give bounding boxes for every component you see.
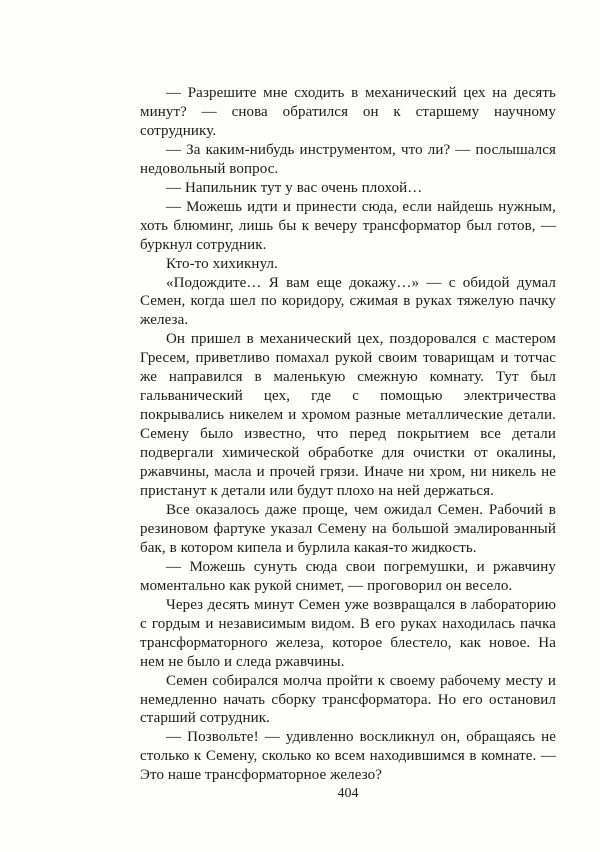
paragraph: Семен собирался молча пройти к своему рабочему месту и немедленно начать сборку трансформатора. Но его остановил старший сотрудник. bbox=[140, 672, 556, 727]
paragraph: — Можешь идти и принести сюда, если найдешь нужным, хоть блюминг, лишь бы к вечеру трансформатор был готов, — буркнул сотрудник. bbox=[140, 198, 556, 253]
paragraph: — Позвольте! — удивленно воскликнул он, обращаясь не столько к Семену, сколько ко всем находившимся в комнате. — Это наше трансформаторное железо? bbox=[140, 729, 556, 784]
paragraph: Через десять минут Семен уже возвращался в лабораторию с гордым и независимым видом. В его руках находилась пачка трансформаторного железа, которое блестело, как новое. На нем не было и следа ржавчины. bbox=[140, 596, 556, 670]
paragraph: «Подождите… Я вам еще докажу…» — с обидой думал Семен, когда шел по коридору, сжимая в руках тяжелую пачку железа. bbox=[140, 274, 556, 329]
paragraph: — За каким-нибудь инструментом, что ли? — послышался недовольный вопрос. bbox=[140, 141, 556, 177]
page-number: 404 bbox=[337, 786, 359, 801]
paragraph: — Разрешите мне сходить в механический цех на десять минут? — снова обратился он к старшему научному сотруднику. bbox=[140, 85, 556, 139]
text-block bbox=[140, 84, 556, 785]
paragraph: Кто-то хихикнул. bbox=[166, 255, 278, 272]
paragraph: — Напильник тут у вас очень плохой… bbox=[166, 179, 423, 196]
paragraph: Все оказалось даже проще, чем ожидал Семен. Рабочий в резиновом фартуке указал Семену на большой эмалированный бак, в котором кипела и бурлила какая-то жидкость. bbox=[140, 501, 556, 556]
paragraph: Он пришел в механический цех, поздоровался с мастером Гресем, приветливо помахал рукой своим товарищам и тотчас же направился в маленькую смежную комнату. Тут был гальванический цех, где с помощью электричества покрывались никелем и хромом разные металлические детали. Семену было известно, что перед покрытием все детали подвергали химической обработке для очистки от окалины, ржавчины, масла и прочей грязи. Иначе ни хром, ни никель не пристанут к детали или будут плохо на ней держаться. bbox=[140, 331, 556, 500]
paragraph: — Можешь сунуть сюда свои погремушки, и ржавчину моментально как рукой снимет, — проговорил он весело. bbox=[140, 558, 556, 594]
page-footer bbox=[140, 786, 556, 802]
